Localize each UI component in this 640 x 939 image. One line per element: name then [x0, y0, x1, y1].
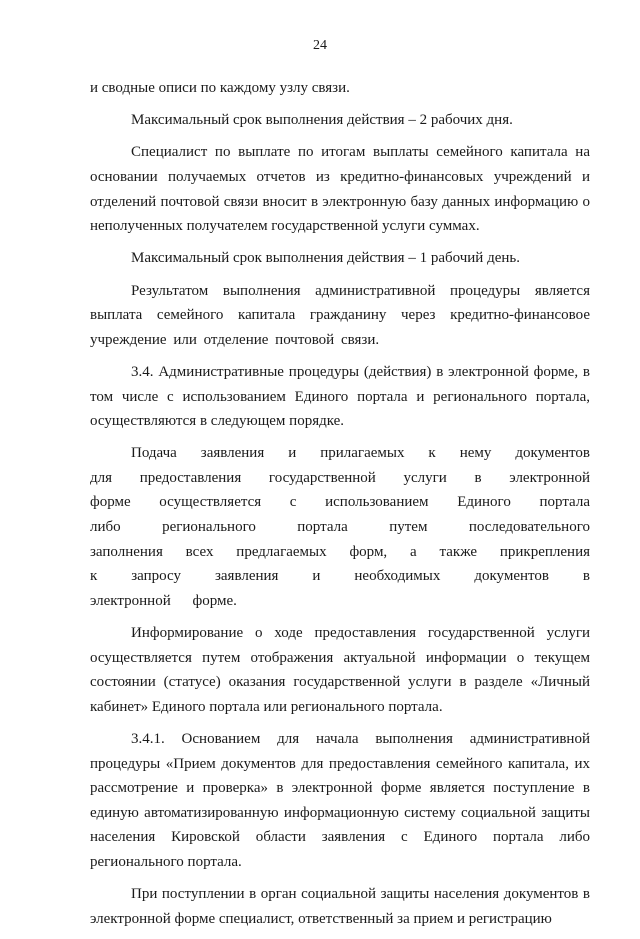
paragraph-3: Специалист по выплате по итогам выплаты семейного капитала на основании получаемых отчетов из кредитно-финансовых учреждений и отделений почтовой связи вносит в электронную базу данных информацию о неполученных получателем государственной услуги суммах.	[90, 144, 590, 235]
document-body	[90, 76, 590, 939]
paragraph-10: При поступлении в орган социальной защиты населения документов в электронной форме специалист, ответственный за прием и регистрацию	[90, 886, 590, 927]
paragraph-9: 3.4.1. Основанием для начала выполнения административной процедуры «Прием документов для предоставления семейного капитала, их рассмотрение и проверка» в электронной форме является поступление в единую автоматизированную информационную систему социальной защиты населения Кировской области заявления с Единого портала либо регионального портала.	[90, 731, 590, 870]
paragraph-8: Информирование о ходе предоставления государственной услуги осуществляется путем отображения актуальной информации о текущем состоянии (статусе) оказания государственной услуги в разделе «Личный кабинет» Единого портала или регионального портала.	[90, 625, 590, 715]
paragraph-4: Максимальный срок выполнения действия – 1 рабочий день.	[131, 250, 520, 267]
paragraph-7: Подача заявления и прилагаемых к нему документов для предоставления государственной услуги в электронной форме осуществляется с использованием Единого портала либо регионального портала путем последовательного заполнения всех предлагаемых форм, а также прикрепления к запросу заявления и необходимых документов в электронной форме.	[90, 445, 590, 609]
paragraph-1: и сводные описи по каждому узлу связи.	[90, 80, 350, 96]
paragraph-6: 3.4. Административные процедуры (действия) в электронной форме, в том числе с использованием Единого портала и регионального портала, осуществляются в следующем порядке.	[90, 363, 590, 430]
page-number: 24	[313, 38, 327, 53]
paragraph-2: Максимальный срок выполнения действия – 2 рабочих дня.	[131, 112, 513, 129]
paragraph-5: Результатом выполнения административной процедуры является выплата семейного капитала гражданину через кредитно-финансовое учреждение или отделение почтовой связи.	[90, 282, 590, 348]
